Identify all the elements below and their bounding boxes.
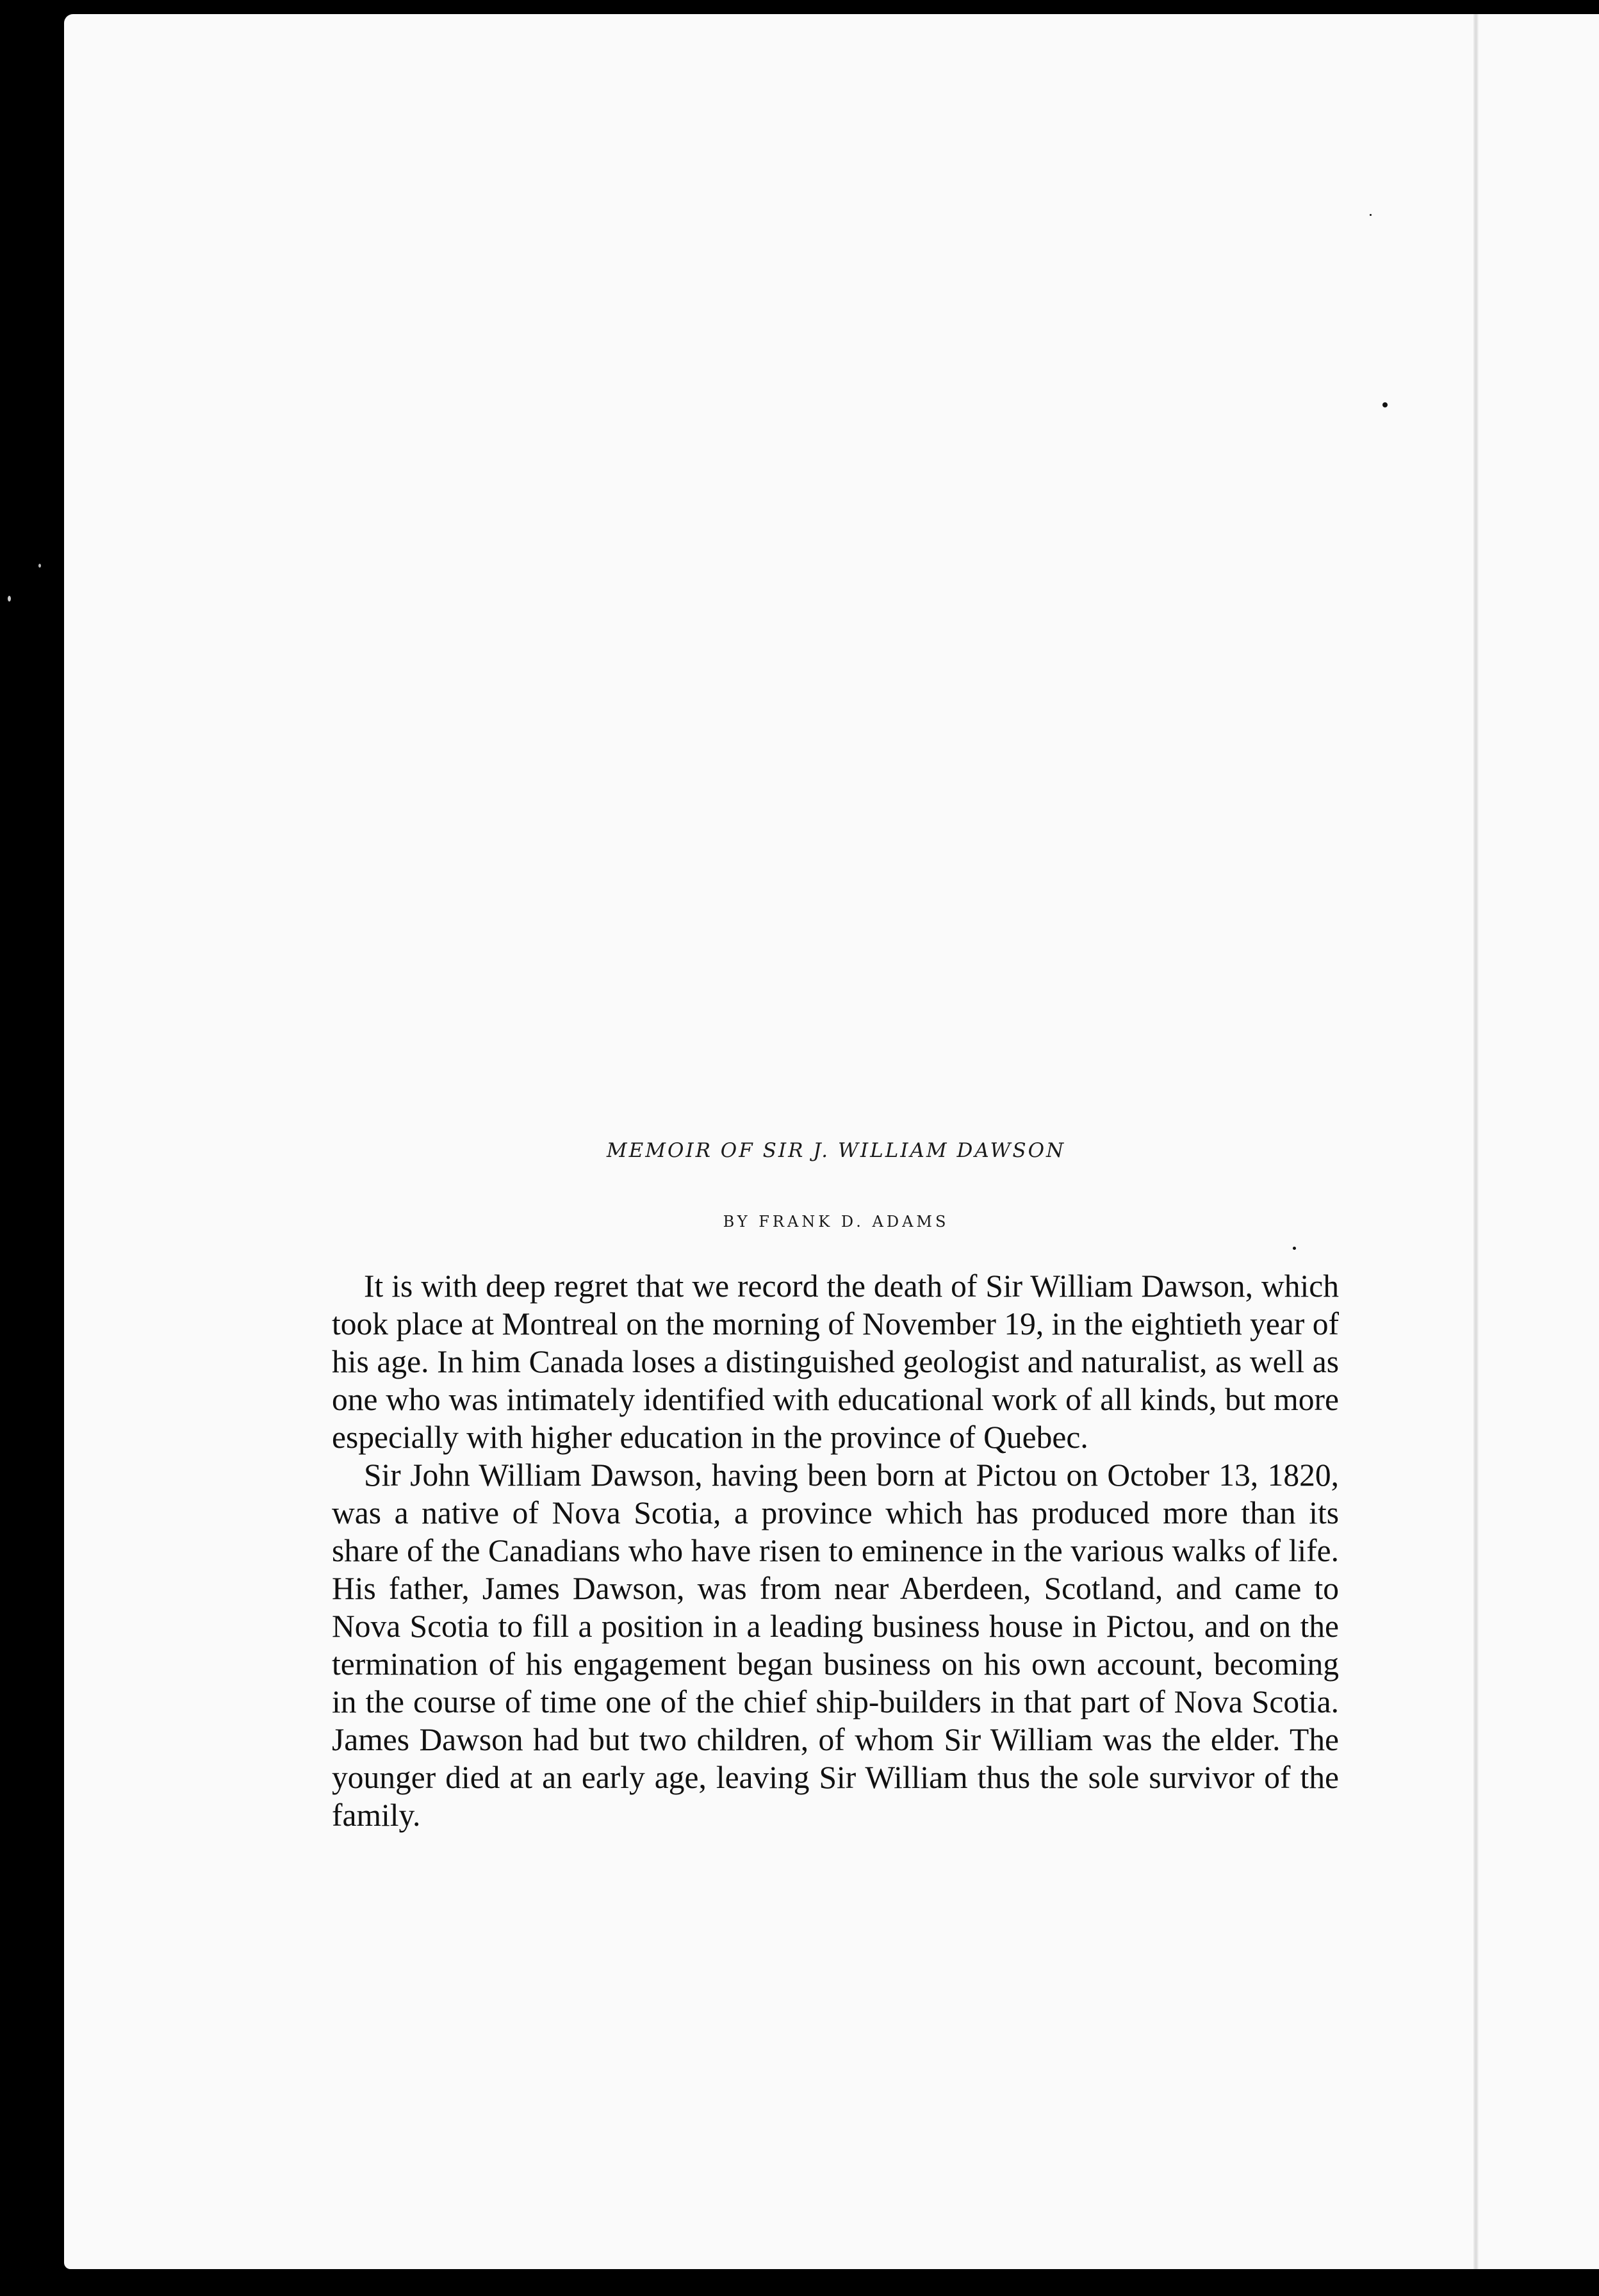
ink-speck	[1382, 402, 1388, 407]
author-byline: BY FRANK D. ADAMS	[723, 1213, 949, 1231]
page-fold-edge	[1473, 14, 1479, 2269]
body-paragraph: Sir John William Dawson, having been born at Pictou on October 13, 1820, was a native of Nova Scotia, a province which has produced more than its share of the Canadians who have risen to eminence in the various walks of life. His father, James Dawson, was from near Aberdeen, Scotland, and came to Nova Scotia to fill a position in a leading business house in Pictou, and on the termination of his engagement began business on his own account, becoming in the course of time one of the chief ship-builders in that part of Nova Scotia. James Dawson had but two children, of whom Sir William was the elder. The younger died at an early age, leaving Sir William thus the sole survivor of the family.	[332, 1457, 1339, 1833]
ink-speck	[1293, 1247, 1296, 1250]
ink-speck	[38, 564, 41, 568]
memoir-body	[332, 1267, 1339, 1834]
memoir-title: MEMOIR OF SIR J. WILLIAM DAWSON	[606, 1139, 1066, 1162]
body-paragraph: It is with deep regret that we record the death of Sir William Dawson, which took place at Montreal on the morning of November 19, in the eightieth year of his age. In him Canada loses a distinguished geologist and naturalist, as well as one who was intimately identified with educational work of all kinds, but more especially with higher education in the province of Quebec.	[332, 1268, 1339, 1455]
ink-speck	[1370, 214, 1372, 216]
ink-speck	[8, 596, 11, 602]
